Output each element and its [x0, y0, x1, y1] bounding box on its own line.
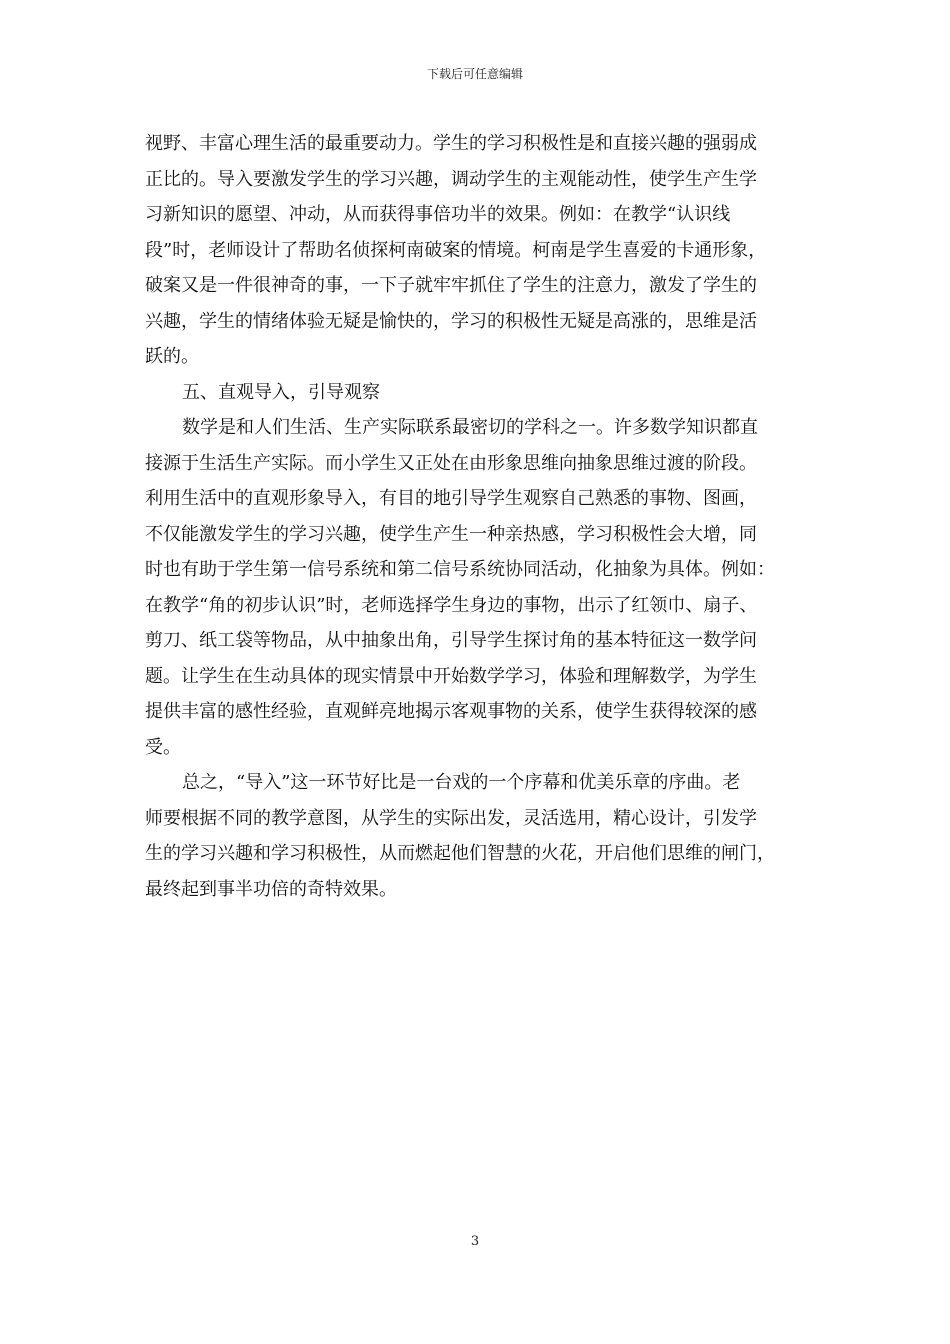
paragraph — [145, 765, 807, 907]
paragraph — [145, 410, 807, 765]
text-line: 在教学“角的初步认识”时，老师选择学生身边的事物，出示了红领巾、扇子、 — [145, 594, 758, 616]
text-line: 段”时，老师设计了帮助名侦探柯南破案的情境。柯南是学生喜爱的卡通形象， — [145, 239, 767, 261]
text-line: 提供丰富的感性经验，直观鲜亮地揭示客观事物的关系，使学生获得较深的感 — [145, 701, 757, 722]
paragraph — [145, 126, 807, 375]
text-line: 剪刀、纸工袋等物品，从中抽象出角，引导学生探讨角的基本特征这一数学问 — [145, 630, 757, 651]
text-line: 利用生活中的直观形象导入，有目的地引导学生观察自己熟悉的事物、图画， — [145, 488, 757, 509]
text-line: 时也有助于学生第一信号系统和第二信号系统协同活动，化抽象为具体。例如： — [145, 559, 775, 580]
text-line: 视野、丰富心理生活的最重要动力。学生的学习积极性是和直接兴趣的强弱成 — [145, 133, 757, 154]
section-heading-text: 五、直观导入，引导观察 — [182, 381, 380, 403]
text-line: 正比的。导入要激发学生的学习兴趣，调动学生的主观能动性，使学生产生学 — [145, 168, 757, 190]
text-line: 受。 — [145, 736, 181, 758]
text-line: 师要根据不同的教学意图，从学生的实际出发，灵活选用，精心设计，引发学 — [145, 807, 757, 829]
text-line: 跃的。 — [145, 346, 199, 367]
page-number: 3 — [470, 1234, 480, 1249]
text-line: 总之，“导入”这一环节好比是一台戏的一个序幕和优美乐章的序曲。老 — [182, 772, 741, 793]
text-line: 数学是和人们生活、生产实际联系最密切的学科之一。许多数学知识都直 — [182, 417, 758, 438]
section-heading — [145, 375, 807, 411]
text-line: 接源于生活生产实际。而小学生又正处在由形象思维向抽象思维过渡的阶段。 — [145, 452, 757, 474]
text-line: 兴趣，学生的情绪体验无疑是愉快的，学习的积极性无疑是高涨的，思维是活 — [145, 310, 757, 332]
text-line: 破案又是一件很神奇的事，一下子就牢牢抓住了学生的注意力，激发了学生的 — [145, 275, 757, 296]
text-line: 不仅能激发学生的学习兴趣，使学生产生一种亲热感，学习积极性会大增，同 — [145, 523, 757, 545]
text-line: 习新知识的愿望、冲动，从而获得事倍功半的效果。例如：在教学“认识线 — [145, 204, 731, 225]
page-header: 下载后可任意编辑 — [426, 67, 523, 81]
document-body — [145, 126, 807, 907]
text-line: 最终起到事半功倍的奇特效果。 — [145, 878, 397, 900]
text-line: 题。让学生在生动具体的现实情景中开始数学学习，体验和理解数学，为学生 — [145, 665, 757, 687]
text-line: 生的学习兴趣和学习积极性，从而燃起他们智慧的火花，开启他们思维的闸门， — [145, 843, 775, 864]
